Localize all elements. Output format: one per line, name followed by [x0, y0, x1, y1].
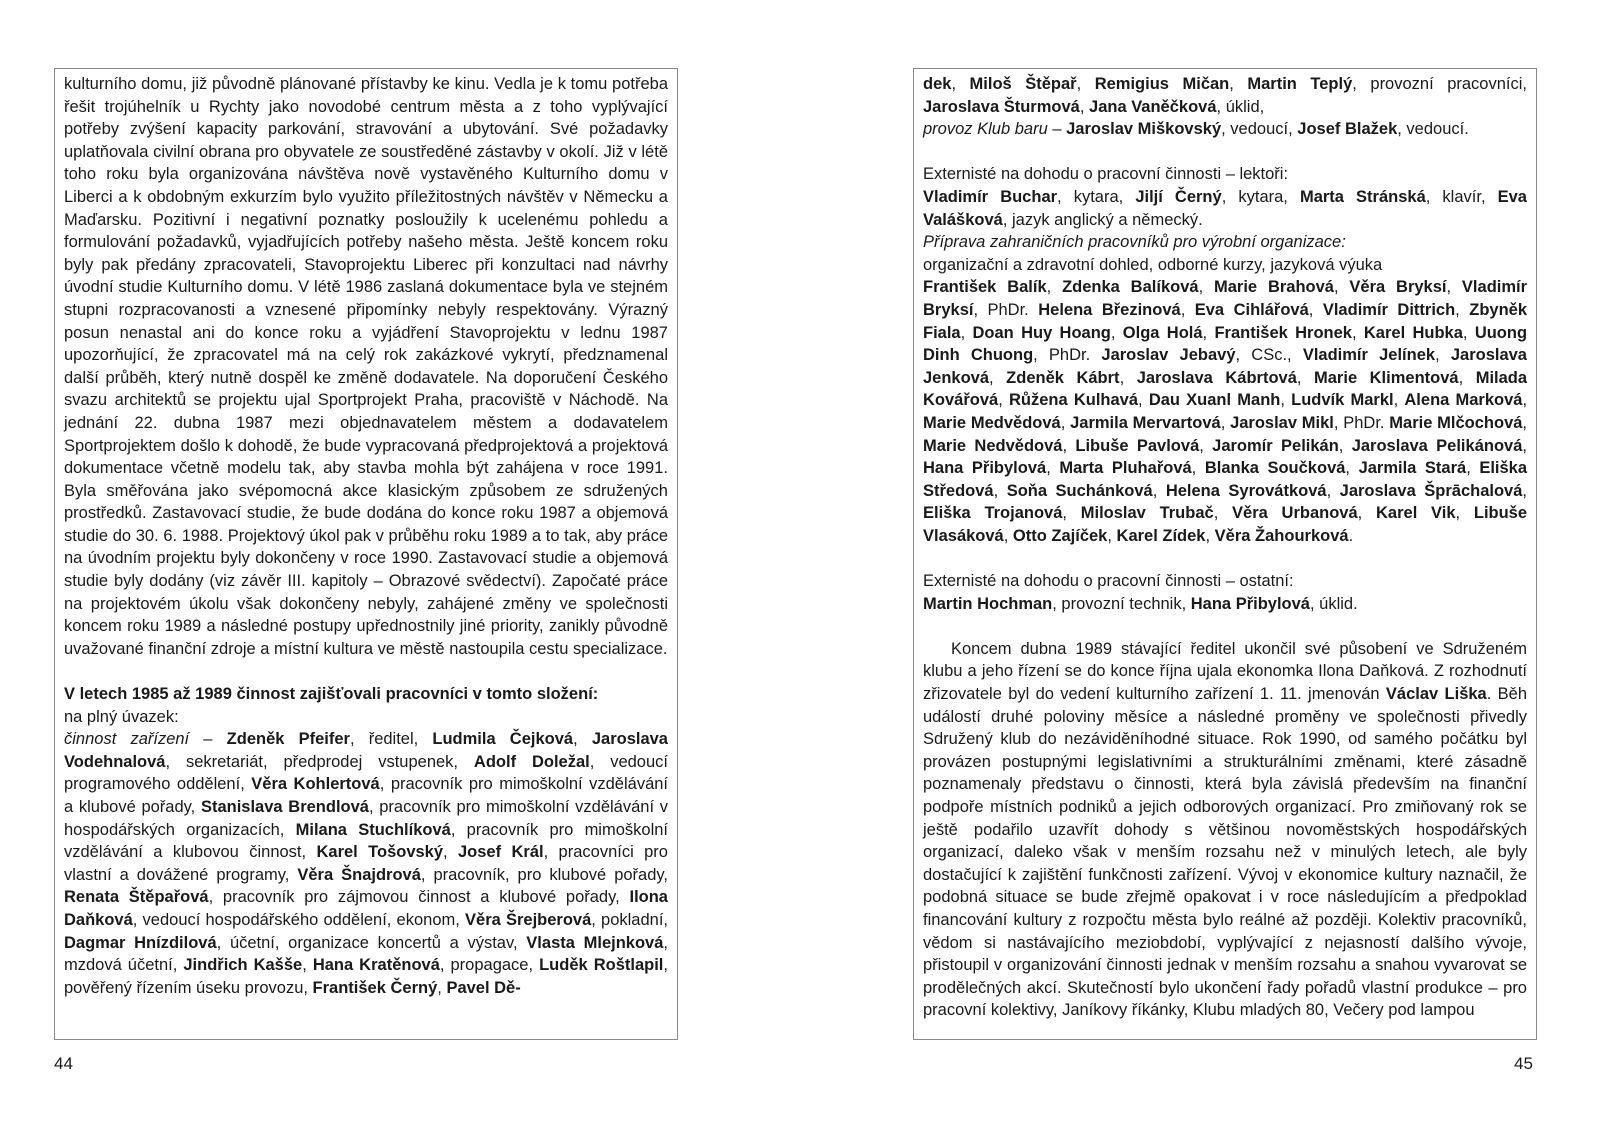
person-name: Karel Tošovský [316, 843, 444, 862]
person-name: Jarmila Mervartová [1070, 413, 1221, 432]
foreign-list [923, 276, 1527, 547]
person-name: Otto Zajíček [1012, 526, 1108, 545]
person-name: František Balík [923, 278, 1047, 297]
right-page-frame [913, 68, 1537, 1040]
person-name: František Hronek [1214, 323, 1352, 342]
person-name: Jaroslava Jenková [923, 346, 1527, 387]
person-name: Vladimír Jelínek [1302, 346, 1436, 365]
section-heading-text: V letech 1985 až 1989 činnost zajišťovali pracovníci v tomto složení: [64, 685, 599, 704]
page-number-right: 45 [1514, 1054, 1533, 1073]
person-name: Jaromír Pelikán [1212, 436, 1339, 455]
person-name: Helena Syrovátková [1165, 481, 1327, 500]
person-name: Ilona Daňková [64, 888, 668, 929]
page-number-left: 44 [54, 1054, 73, 1073]
person-name: Martin Teplý [1247, 75, 1353, 93]
person-name: Milada Kovářová [923, 368, 1528, 410]
person-name: Václav Liška [1385, 685, 1487, 704]
person-name: Jindřich Kašše [183, 956, 303, 975]
person-name: Jaroslava Kábrtová [1136, 368, 1297, 387]
other-list [923, 593, 1527, 616]
person-name: Josef Blažek [1297, 120, 1398, 139]
person-name: Doan Huy Hoang [972, 323, 1111, 342]
spacer [923, 141, 1527, 164]
staff-list-continued: dek, Miloš Štěpař, Remigius Mičan, Martin Teplý, provozní pracovníci, Jaroslava Šturmová, Jana Vaněčková, úklid, provoz Klub baru – Jaroslav Miškovský, vedoucí, Josef Blažek, vedoucí. [923, 75, 1527, 139]
person-name: Remigius Mičan [1094, 75, 1230, 93]
lectors-names: Vladimír Buchar, kytara, Jiljí Černý, kytara, Marta Stránská, klavír, Eva Valášková, jazyk anglický a německý. [923, 187, 1527, 229]
person-name: Jaroslava Šturmová [923, 97, 1080, 116]
lectors-list [923, 186, 1527, 231]
person-name: Hana Přibylová [1190, 594, 1310, 613]
person-name: Libuše Pavlová [1075, 436, 1200, 455]
person-name: Jaroslav Jebavý [1101, 346, 1236, 365]
foreign-subheading: organizační a zdravotní dohled, odborné kurzy, jazyková výuka [923, 255, 1383, 274]
person-name: Věra Bryksí [1349, 278, 1447, 297]
staff-list: činnost zařízení – Zdeněk Pfeifer, ředitel, Ludmila Čejková, Jaroslava Vodehnalová, sekretariát, předprodej vstupenek, Adolf Doležal, vedoucí programového oddělení, Věra Kohlertová, pracovník pro mimoškolní vzdělávání a klubové pořady, Stanislava Brendlová, pracovník pro mimoškolní vzdělávání v hospodářských organizacích, Milana Stuchlíková, pracovník pro mimoškolní vzdělávání a klubovou činnost, Karel Tošovský, Josef Král, pracovníci pro vlastní a dovážené programy, Věra Šnajdrová, pracovník, pro klubové pořady, Renata Štěpařová, pracovník pro zájmovou činnost a klubové pořady, Ilona Daňková, vedoucí hospodářského oddělení, ekonom, Věra Šrejberová, pokladní, Dagmar Hnízdilová, účetní, organizace koncertů a výstav, Vlasta Mlejnková, mzdová účetní, Jindřich Kašše, Hana Kratěnová, propagace, Luděk Roštlapil, pověřený řízením úseku provozu, František Černý, Pavel Dě- [64, 730, 669, 997]
person-name: Karel Vik [1376, 504, 1456, 523]
person-name: Jarmila Stará [1358, 459, 1467, 478]
person-name: Jaroslava Šprāchalová [1339, 481, 1523, 500]
person-name: Karel Zídek [1116, 526, 1206, 545]
person-name: Jaroslava Pelikánová [1351, 436, 1523, 455]
person-name: Věra Urbanová [1232, 504, 1358, 523]
person-name: Luděk Roštlapil [539, 956, 664, 975]
person-name: Marta Pluhařová [1059, 459, 1192, 478]
person-name: Blanka Součková [1204, 459, 1346, 478]
klub-staff: Jaroslav Miškovský, vedoucí, Josef Blažek, vedoucí. [1066, 120, 1469, 139]
person-name: Pavel Dě- [446, 978, 521, 997]
person-name: Vlasta Mlejnková [526, 933, 664, 952]
person-name: Jaroslava Vodehnalová [64, 730, 668, 771]
person-name: Ludmila Čejková [432, 730, 574, 749]
person-name: Martin Hochman [923, 594, 1053, 613]
person-name: Libuše Vlasáková [923, 504, 1528, 545]
person-name: Marie Nedvědová [923, 436, 1063, 455]
staff-label: činnost zařízení [64, 730, 190, 749]
spacer [923, 547, 1527, 570]
person-name: František Černý [312, 978, 438, 997]
lectors-heading: Externisté na dohodu o pracovní činnosti – lektoři: [923, 165, 1289, 184]
person-name: dek [923, 75, 952, 93]
left-page-frame [54, 68, 678, 1040]
person-name: Dagmar Hnízdilová [64, 933, 217, 952]
person-name: Jaroslav Mikl [1230, 413, 1334, 432]
foreign-heading-text: Příprava zahraničních pracovníků pro výrobní organizace: [923, 233, 1346, 252]
person-name: Zbyněk Fiala [923, 300, 1528, 342]
foreign-names: František Balík, Zdenka Balíková, Marie Brahová, Věra Bryksí, Vladimír Bryksí, PhDr. Helena Březinová, Eva Cihlářová, Vladimír Dittrich, Zbyněk Fiala, Doan Huy Hoang, Olga Holá, František Hronek, Karel Hubka, Uuong Dinh Chuong, PhDr. Jaroslav Jebavý, CSc., Vladimír Jelínek, Jaroslava Jenková, Zdeněk Kábrt, Jaroslava Kábrtová, Marie Klimentová, Milada Kovářová, Růžena Kulhavá, Dau Xuanl Manh, Ludvík Markl, Alena Marková, Marie Medvědová, Jarmila Mervartová, Jaroslav Mikl, PhDr. Marie Mlčochová, Marie Nedvědová, Libuše Pavlová, Jaromír Pelikán, Jaroslava Pelikánová, Hana Přibylová, Marta Pluhařová, Blanka Součková, Jarmila Stará, Eliška Středová, Soňa Suchánková, Helena Syrovátková, Jaroslava Šprāchalová, Eliška Trojanová, Miloslav Trubač, Věra Urbanová, Karel Vik, Libuše Vlasáková, Otto Zajíček, Karel Zídek, Věra Žahourková. [923, 278, 1528, 545]
person-name: Marie Mlčochová [1389, 413, 1523, 432]
person-name: Jaroslav Miškovský [1066, 120, 1222, 139]
person-name: Věra Šnajdrová [297, 865, 421, 884]
spacer [923, 615, 1527, 638]
person-name: Ludvík Markl [1291, 391, 1394, 410]
person-name: Renata Štěpařová [64, 888, 209, 907]
section-subheading: na plný úvazek: [64, 707, 179, 726]
person-name: Jiljí Černý [1135, 187, 1222, 206]
person-name: Olga Holá [1122, 323, 1203, 342]
person-name: Karel Hubka [1363, 323, 1463, 342]
left-page-text [64, 73, 668, 999]
person-name: Zdeněk Pfeifer [226, 730, 350, 749]
person-name: Zdeněk Kábrt [1006, 368, 1120, 387]
person-name: Marie Klimentová [1314, 368, 1459, 387]
person-name: Uuong Dinh Chuong [923, 323, 1528, 365]
spacer [64, 660, 668, 683]
person-name: Eliška Trojanová [923, 504, 1063, 523]
left-body-paragraph: kulturního domu, již původně plánované přístavby ke kinu. Vedla je k tomu potřeba řešit trojúhelník u Rychty jako novodobé centrum města a z toho vyplývající potřeby zvýšení kapacity parkování, stravování a ubytování. Své požadavky uplatňovala civilní obrana pro obyvatele ze soustředěné zástavby v okolí. Již v létě toho roku byla organizována návštěva nově vystavěného Kulturního domu v Liberci a k obdobným exkurzím bylo využito příležitostných návštěv v Německu a Maďarsku. Pozitivní i negativní poznatky posloužily k ucelenému pohledu a formulování požadavků, vyjadřujících potřeby našeho města. Ještě koncem roku byly pak předány zpracovateli, Stavoprojektu Liberec při konzultaci nad návrhy úvodní studie Kulturního domu. V létě 1986 zaslaná dokumentace byla ve stejném stupni rozpracovanosti a vznesené připomínky nebyly respektovány. Výrazný posun nenastal ani do konce roku a vyjádření Stavoprojektu v lednu 1987 upozorňující, že zpracovatel má na celý rok zakázkové vykrytí, předznamenal další průběh, který nutně dospěl ke změně dodavatele. Na doporučení Českého svazu architektů se projektu ujal Sportprojekt Praha, pracoviště v Náchodě. Na jednání 22. dubna 1987 mezi objednavatelem městem a dodavatelem Sportprojektem došlo k dohodě, že bude vypracovaná předprojektová a projektová dokumentace včetně modelu tak, aby stavba mohla být zahájena v roce 1991. Byla směřována jako svépomocná akce klasickým způsobem ze sdružených prostředků. Zastavovací studie, že bude dodána do konce roku 1987 a objemová studie do 30. 6. 1988. Projektový úkol pak v průběhu roku 1989 a to tak, aby práce na úvodním projektu byly dokončeny v roce 1990. Zastavovací studie a objemová studie byly dodány (viz závěr III. kapitoly – Obrazové svědectví). Započaté práce na projektovém úkolu však dokončeny nebyly, zahájené změny ve společnosti koncem roku 1989 a následné postupy upřednostnily jiné priority, zanikly původně uvažované finanční zdroje a místní kultura ve městě nastoupila cestu specializace. [64, 75, 668, 658]
person-name: Hana Kratěnová [312, 956, 440, 975]
person-name: Eliška Středová [923, 459, 1528, 500]
staff-names-continued: dek, Miloš Štěpař, Remigius Mičan, Martin Teplý, provozní pracovníci, Jaroslava Šturmová, Jana Vaněčková, úklid, [923, 75, 1527, 116]
person-name: Růžena Kulhavá [1008, 391, 1139, 410]
person-name: Vladimír Bryksí [923, 278, 1528, 319]
closing-text: Koncem dubna 1989 stávající ředitel ukončil své působení ve Sdruženém klubu a jeho řízení se do konce října ujala ekonomka Ilona Daňková. Z rozhodnutí zřizovatele byl do vedení kulturního zařízení 1. 11. jmenován Václav Liška. Běh událostí druhé poloviny měsíce a následné proměny ve společnosti přivedly Sdružený klub do nezáviděníhodné situace. Rok 1990, od samého počátku byl provázen postupnými legislativními a strukturálními změnami, které zásadně poznamenaly představu o činnosti, která byla závislá především na finanční podpoře místních podniků a jejich odborových organizací. Pro zmiňovaný rok se ještě podařilo uzavřít dohody s většinou novoměstských hospodářských organizací, daleko však v menším rozsahu než v minulých letech, ale byly dostačující k zajištění funkčnosti zařízení. Vývoj v ekonomice kultury naznačil, že podobná situace se bude zřejmě opakovat i v roce následujícím a předpoklad financování kultury z rozpočtu města bylo reálné až později. Kolektiv pracovníků, vědom si nastávajícího meziobdobí, vyplývající z nejasností dalšího vývoje, přistoupil v organizování činnosti jednak v menším rozsahu a snahou vyvarovat se prodělečných akcí. Skutečností bylo ukončení řady pořadů vlastní produkce – pro pracovní kolektivy, Janíkovy říkánky, Klubu mladých 80, Večery pod lampou [923, 639, 1527, 1020]
person-name: Vladimír Dittrich [1322, 300, 1456, 319]
right-page-text [923, 73, 1527, 1022]
klub-label: provoz Klub baru [923, 120, 1048, 139]
person-name: Soňa Suchánková [1006, 481, 1153, 500]
person-name: Josef Král [458, 843, 544, 862]
person-name: Adolf Doležal [473, 752, 590, 771]
person-name: Věra Šrejberová [465, 910, 592, 929]
closing-paragraph [923, 638, 1527, 1022]
person-name: Zdenka Balíková [1062, 278, 1199, 297]
section-heading [64, 683, 668, 706]
person-name: Marta Stránská [1299, 187, 1426, 206]
person-name: Eva Valášková [923, 187, 1527, 229]
person-name: Helena Březinová [1038, 300, 1181, 319]
person-name: Věra Kohlertová [251, 775, 380, 794]
person-name: Hana Přibylová [923, 459, 1047, 478]
person-name: Milana Stuchlíková [295, 820, 451, 839]
foreign-heading [923, 231, 1527, 254]
other-heading: Externisté na dohodu o pracovní činnosti – ostatní: [923, 572, 1294, 591]
staff-names: Zdeněk Pfeifer, ředitel, Ludmila Čejková, Jaroslava Vodehnalová, sekretariát, předprodej vstupenek, Adolf Doležal, vedoucí programového oddělení, Věra Kohlertová, pracovník pro mimoškolní vzdělávání a klubové pořady, Stanislava Brendlová, pracovník pro mimoškolní vzdělávání v hospodářských organizacích, Milana Stuchlíková, pracovník pro mimoškolní vzdělávání a klubovou činnost, Karel Tošovský, Josef Král, pracovníci pro vlastní a dovážené programy, Věra Šnajdrová, pracovník, pro klubové pořady, Renata Štěpařová, pracovník pro zájmovou činnost a klubové pořady, Ilona Daňková, vedoucí hospodářského oddělení, ekonom, Věra Šrejberová, pokladní, Dagmar Hnízdilová, účetní, organizace koncertů a výstav, Vlasta Mlejnková, mzdová účetní, Jindřich Kašše, Hana Kratěnová, propagace, Luděk Roštlapil, pověřený řízením úseku provozu, František Černý, Pavel Dě- [64, 730, 669, 997]
person-name: Dau Xuanl Manh [1148, 391, 1281, 410]
person-name: Miloš Štěpař [969, 75, 1077, 93]
person-name: Eva Cihlářová [1194, 300, 1309, 319]
person-name: Alena Marková [1404, 391, 1523, 410]
person-name: Vladimír Buchar [923, 187, 1058, 206]
person-name: Miloslav Trubač [1080, 504, 1214, 523]
other-names: Martin Hochman, provozní technik, Hana Přibylová, úklid. [923, 594, 1358, 613]
person-name: Stanislava Brendlová [200, 798, 369, 816]
person-name: Jana Vaněčková [1089, 97, 1217, 116]
person-name: Marie Medvědová [923, 413, 1061, 432]
person-name: Marie Brahová [1214, 278, 1334, 297]
person-name: Věra Žahourková [1214, 526, 1349, 545]
